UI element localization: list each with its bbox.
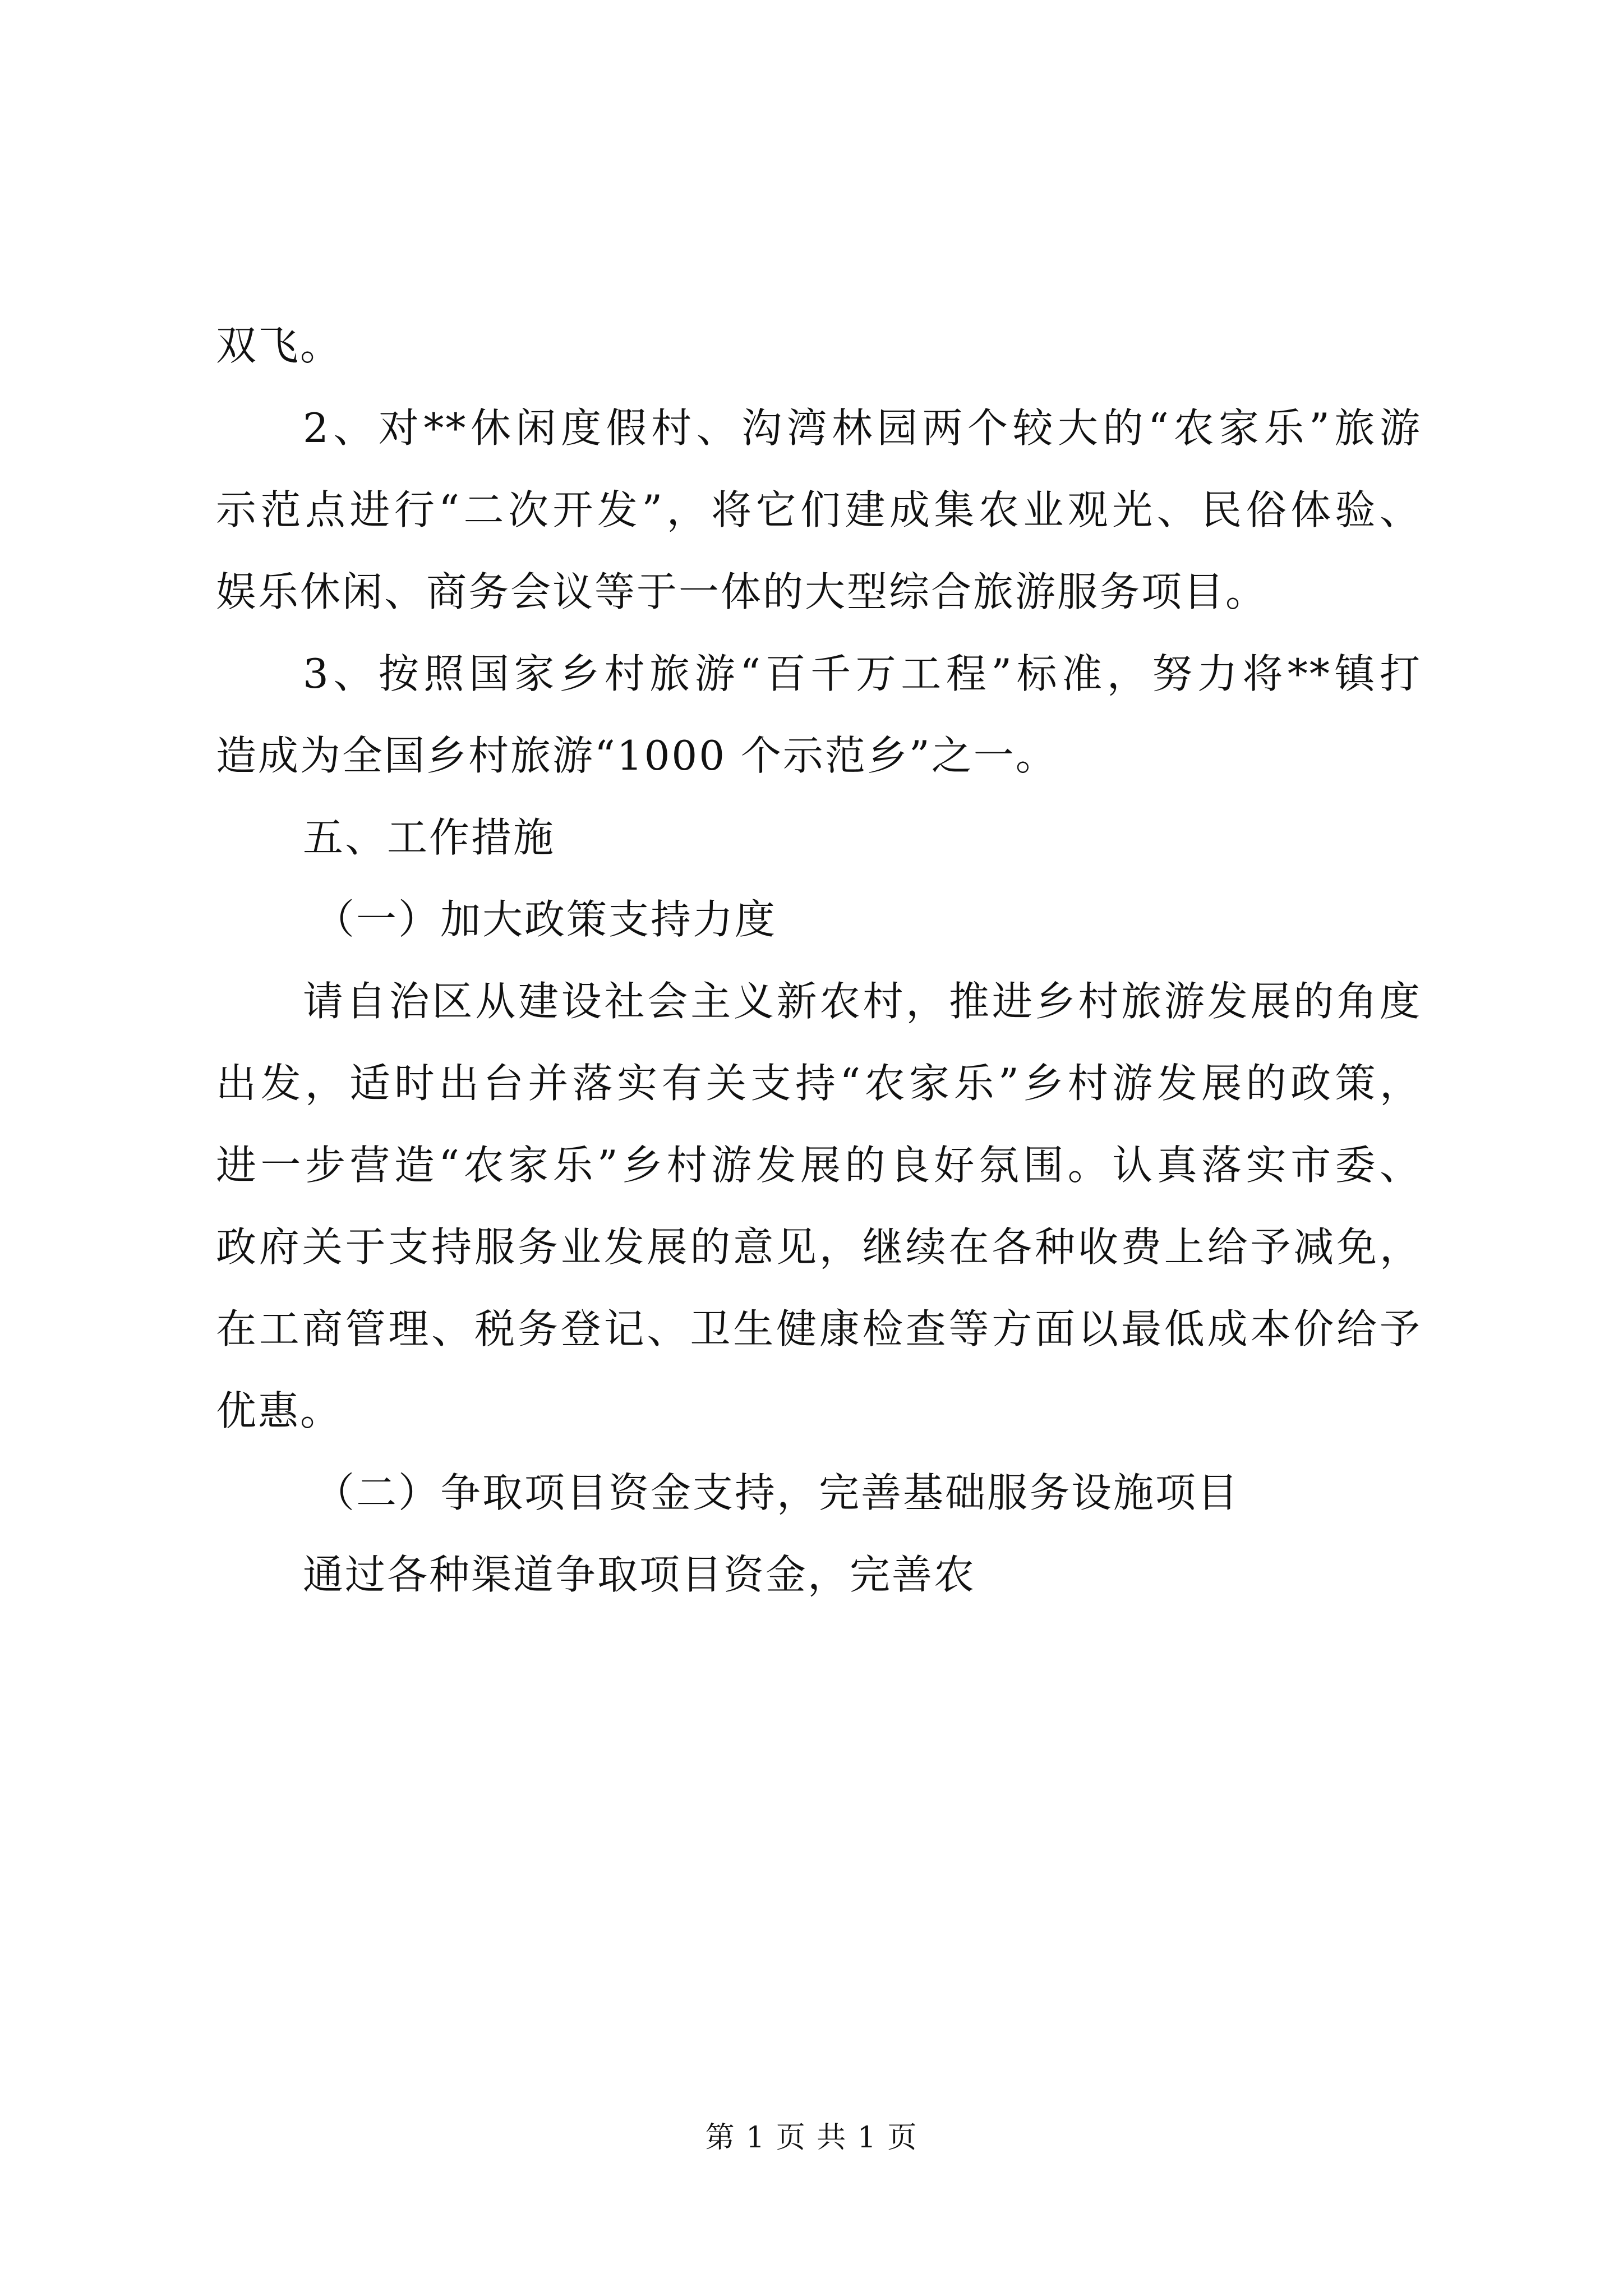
- paragraph-line: 出发，适时出台并落实有关支持“农家乐”乡村游发展的政策，: [216, 1060, 1422, 1107]
- paragraph-line: 优惠。: [216, 1387, 343, 1434]
- subsection-heading: （一）加大政策支持力度: [314, 896, 777, 943]
- paragraph-line: 示范点进行“二次开发”，将它们建成集农业观光、民俗体验、: [216, 486, 1422, 533]
- paragraph-line: 政府关于支持服务业发展的意见，继续在各种收费上给予减免，: [216, 1223, 1422, 1271]
- subsection-heading: （二）争取项目资金支持，完善基础服务设施项目: [314, 1469, 1240, 1516]
- paragraph-line: 请自治区从建设社会主义新农村，推进乡村旅游发展的角度: [303, 978, 1422, 1025]
- paragraph-line: 造成为全国乡村旅游“1000 个示范乡”之一。: [216, 732, 1058, 779]
- paragraph-line: 双飞。: [216, 322, 343, 369]
- paragraph-line: 2、对**休闲度假村、沟湾林园两个较大的“农家乐”旅游: [303, 404, 1422, 452]
- section-heading: 五、工作措施: [303, 814, 556, 861]
- page-footer: 第 1 页 共 1 页: [705, 2121, 918, 2155]
- paragraph-line: 3、按照国家乡村旅游“百千万工程”标准，努力将**镇打: [303, 650, 1422, 697]
- paragraph-line: 进一步营造“农家乐”乡村游发展的良好氛围。认真落实市委、: [216, 1142, 1422, 1189]
- paragraph-line: 在工商管理、税务登记、卫生健康检查等方面以最低成本价给予: [216, 1305, 1422, 1352]
- paragraph-line: 娱乐休闲、商务会议等于一体的大型综合旅游服务项目。: [216, 568, 1268, 615]
- paragraph-line: 通过各种渠道争取项目资金，完善农: [303, 1551, 976, 1598]
